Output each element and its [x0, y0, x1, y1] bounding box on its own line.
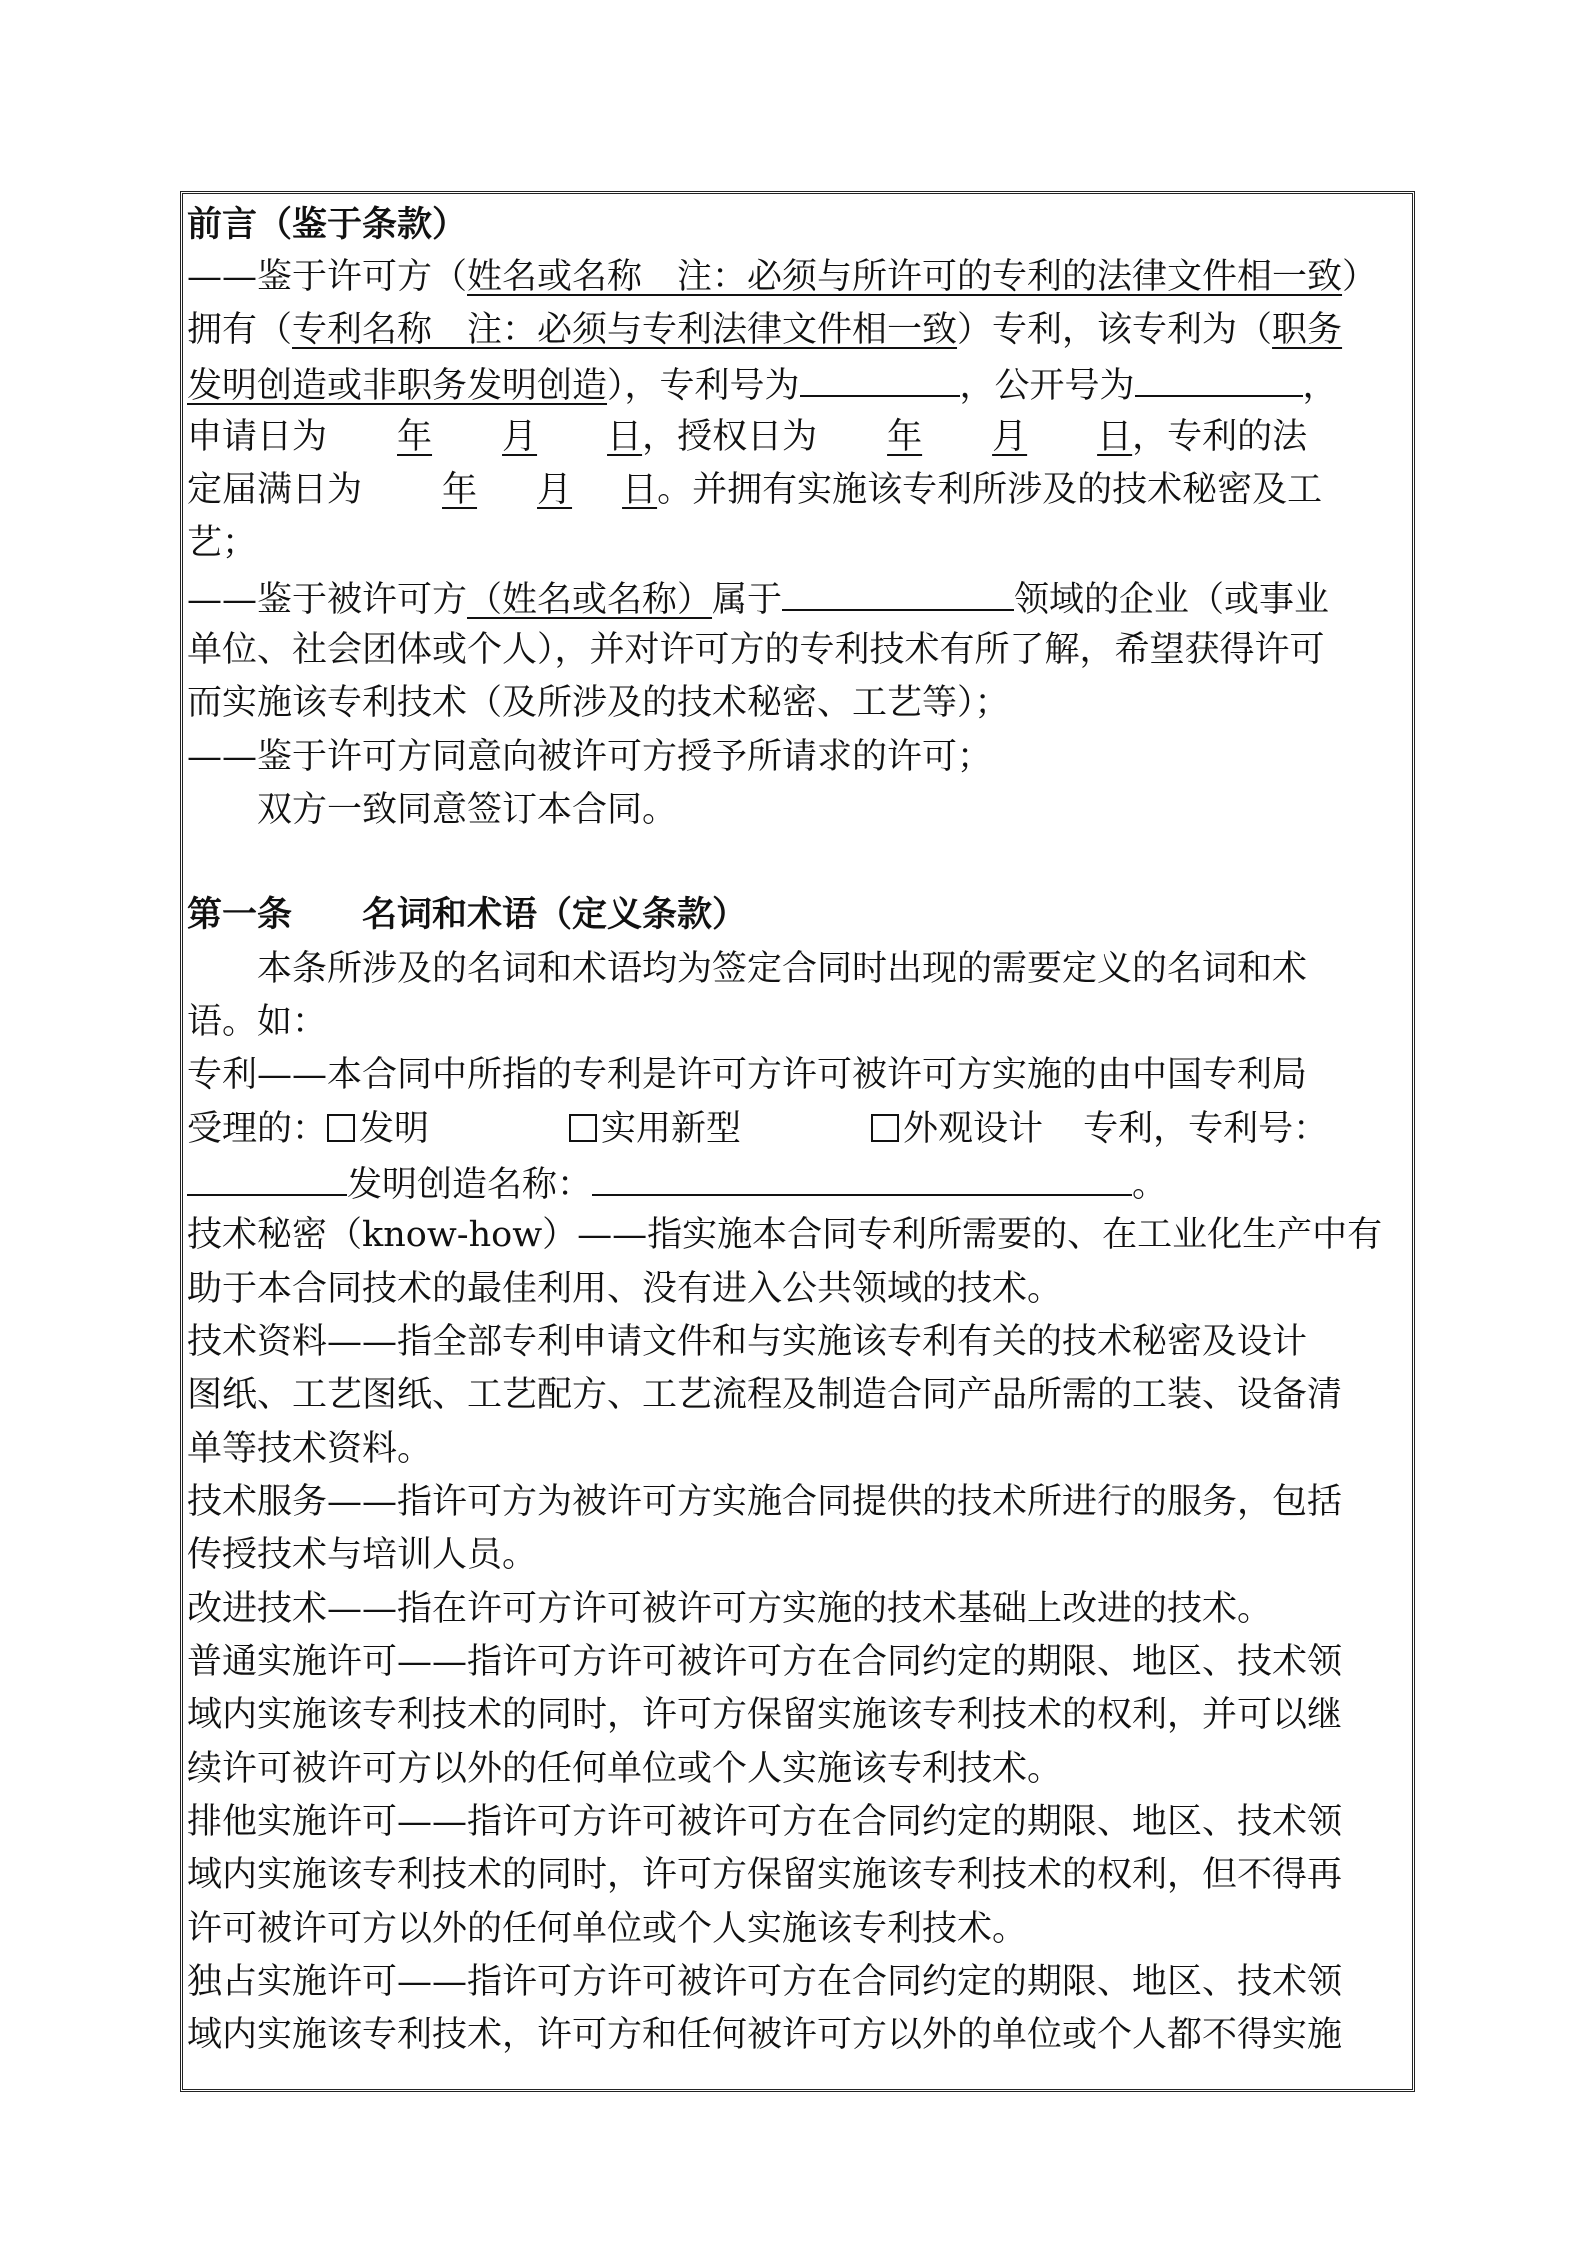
def-data-2: 图纸、工艺图纸、工艺配方、工艺流程及制造合同产品所需的工装、设备清 — [187, 1375, 1343, 1415]
def-exclusive-2: 域内实施该专利技术的同时，许可方保留实施该专利技术的权利，但不得再 — [187, 1855, 1343, 1895]
preface-para-11: 双方一致同意签订本合同。 — [257, 790, 678, 830]
def-exclusive-1: 排他实施许可——指许可方许可被许可方在合同约定的期限、地区、技术领 — [187, 1802, 1343, 1842]
def-patent-1: 专利——本合同中所指的专利是许可方许可被许可方实施的由中国专利局 — [187, 1055, 1308, 1095]
def-data-3: 单等技术资料。 — [187, 1429, 433, 1469]
preface-para-5: 定届满日为 年 月 日。并拥有实施该专利所涉及的技术秘密及工 — [187, 470, 1323, 510]
preface-para-3: 发明创造或非职务发明创造），专利号为 ，公开号为 ， — [187, 363, 1338, 406]
patent-number-blank[interactable] — [800, 363, 960, 397]
def-patent-3: 发明创造名称： 。 — [187, 1162, 1167, 1205]
publication-number-blank[interactable] — [1135, 363, 1303, 397]
def-common-2: 域内实施该专利技术的同时，许可方保留实施该专利技术的权利，并可以继 — [187, 1695, 1343, 1735]
preface-para-8: 单位、社会团体或个人），并对许可方的专利技术有所了解，希望获得许可 — [187, 630, 1325, 670]
def-common-3: 续许可被许可方以外的任何单位或个人实施该专利技术。 — [187, 1749, 1063, 1789]
preface-para-9: 而实施该专利技术（及所涉及的技术秘密、工艺等）； — [187, 683, 1010, 723]
def-common-1: 普通实施许可——指许可方许可被许可方在合同约定的期限、地区、技术领 — [187, 1642, 1343, 1682]
field-blank[interactable] — [782, 577, 1014, 611]
article1-title: 第一条 名词和术语（定义条款） — [187, 895, 748, 935]
patent-no-blank[interactable] — [187, 1162, 347, 1196]
preface-para-1: ——鉴于许可方（姓名或名称 注：必须与所许可的专利的法律文件相一致） — [187, 257, 1378, 297]
invention-checkbox[interactable] — [327, 1114, 355, 1142]
article1-intro-1: 本条所涉及的名词和术语均为签定合同时出现的需要定义的名词和术 — [257, 949, 1308, 989]
def-improve-1: 改进技术——指在许可方许可被许可方实施的技术基础上改进的技术。 — [187, 1589, 1273, 1629]
def-service-1: 技术服务——指许可方为被许可方实施合同提供的技术所进行的服务，包括 — [187, 1482, 1343, 1522]
preface-title: 前言（鉴于条款） — [187, 205, 468, 245]
invention-name-blank[interactable] — [592, 1162, 1132, 1196]
def-exclusive-3: 许可被许可方以外的任何单位或个人实施该专利技术。 — [187, 1909, 1028, 1949]
def-sole-1: 独占实施许可——指许可方许可被许可方在合同约定的期限、地区、技术领 — [187, 1962, 1343, 2002]
def-service-2: 传授技术与培训人员。 — [187, 1535, 538, 1575]
design-checkbox[interactable] — [871, 1114, 899, 1142]
def-sole-2: 域内实施该专利技术，许可方和任何被许可方以外的单位或个人都不得实施 — [187, 2015, 1343, 2055]
def-knowhow-1: 技术秘密（know-how）——指实施本合同专利所需要的、在工业化生产中有 — [187, 1215, 1383, 1255]
preface-para-6: 艺； — [187, 523, 258, 563]
article1-intro-2: 语。如： — [187, 1002, 328, 1042]
preface-para-2: 拥有（专利名称 注：必须与专利法律文件相一致）专利，该专利为（职务 — [187, 310, 1343, 350]
preface-para-4: 申请日为 年 月 日，授权日为 年 月 日，专利的法 — [187, 417, 1308, 457]
utility-model-checkbox[interactable] — [569, 1114, 597, 1142]
def-patent-2: 受理的： 发明 实用新型 外观设计 专利，专利号： — [187, 1109, 1329, 1149]
preface-para-7: ——鉴于被许可方（姓名或名称）属于 领域的企业（或事业 — [187, 577, 1329, 620]
preface-para-10: ——鉴于许可方同意向被许可方授予所请求的许可； — [187, 737, 993, 777]
def-knowhow-2: 助于本合同技术的最佳利用、没有进入公共领域的技术。 — [187, 1269, 1063, 1309]
def-data-1: 技术资料——指全部专利申请文件和与实施该专利有关的技术秘密及设计 — [187, 1322, 1308, 1362]
